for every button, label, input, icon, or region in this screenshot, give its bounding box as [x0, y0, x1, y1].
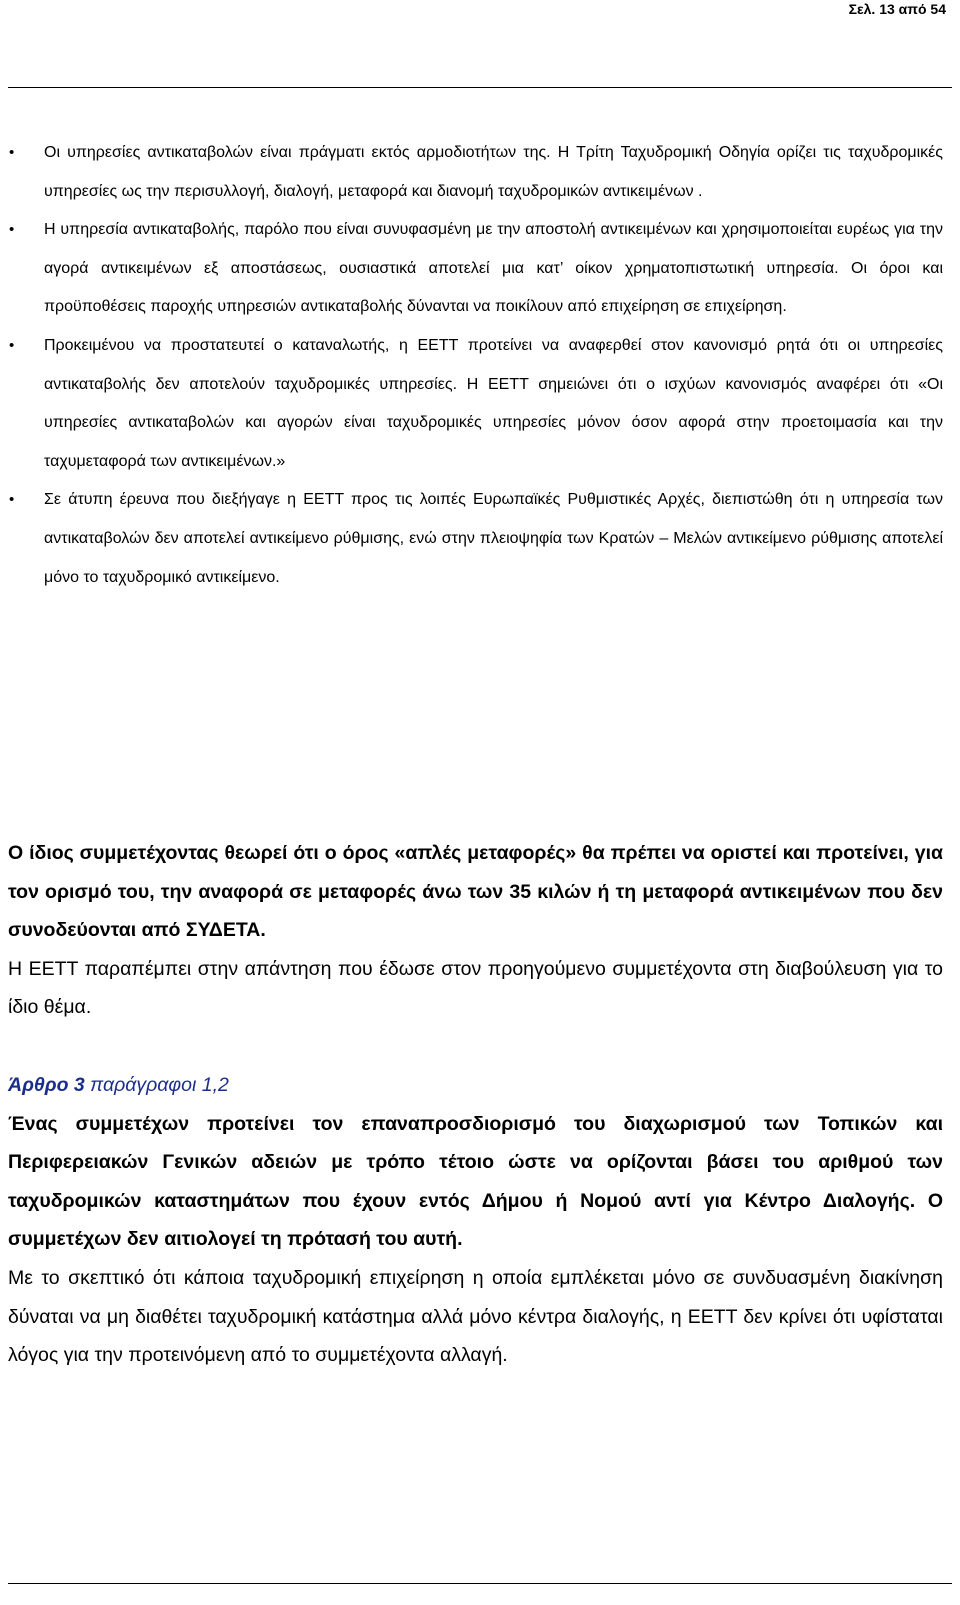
bullet-icon: • — [9, 491, 15, 509]
bullet-icon: • — [9, 221, 15, 239]
eett-response: Με το σκεπτικό ότι κάποια ταχυδρομική επιχείρηση η οποία εμπλέκεται μόνο σε συνδυασμένη διακίνηση δύναται να μη διαθέτει ταχυδρομική κατάστημα αλλά μόνο κέντρα διαλογής, η ΕΕΤΤ δεν κρίνει ότι υφίσταται λόγος για την προτεινόμενη από το συμμετέχοντα αλλαγή. — [8, 1266, 943, 1367]
bullet-list — [8, 134, 943, 597]
list-item — [8, 134, 943, 211]
bullet-icon: • — [9, 336, 15, 354]
eett-response: Η ΕΕΤΤ παραπέμπει στην απάντηση που έδωσε στον προηγούμενο συμμετέχοντα στη διαβούλευση για το ίδιο θέμα. — [8, 957, 943, 1019]
list-item-text: Οι υπηρεσίες αντικαταβολών είναι πράγματι εκτός αρμοδιοτήτων της. Η Τρίτη Ταχυδρομική Οδηγία ορίζει τις ταχυδρομικές υπηρεσίες ως την περισυλλογή, διαλογή, μεταφορά και διανομή ταχυδρομικών αντικειμένων . — [44, 144, 943, 200]
comment-block-1 — [8, 834, 943, 1027]
comment-block-2 — [8, 1066, 943, 1375]
page-number: Σελ. 13 από 54 — [848, 1, 946, 17]
list-item — [8, 327, 943, 481]
participant-comment: Ο ίδιος συμμετέχοντας θεωρεί ότι ο όρος «απλές μεταφορές» θα πρέπει να οριστεί και προτείνει, για τον ορισμό του, την αναφορά σε μεταφορές άνω των 35 κιλών ή τη μεταφορά αντικειμένων που δεν συνοδεύονται από ΣΥΔΕΤΑ. — [8, 842, 943, 942]
list-item-text: Προκειμένου να προστατευτεί ο καταναλωτής, η ΕΕΤΤ προτείνει να αναφερθεί στον κανονισμό ρητά ότι οι υπηρεσίες αντικαταβολής δεν αποτελούν ταχυδρομικές υπηρεσίες. Η ΕΕΤΤ σημειώνει ότι ο ισχύων κανονισμός αναφέρει ότι «Οι υπηρεσίες αντικαταβολών και αγορών είναι ταχυδρομικές υπηρεσίες μόνον όσον αφορά στην προετοιμασία και την ταχυμεταφορά των αντικειμένων.» — [44, 336, 943, 470]
list-item — [8, 211, 943, 327]
list-item-text: Σε άτυπη έρευνα που διεξήγαγε η ΕΕΤΤ προς τις λοιπές Ευρωπαϊκές Ρυθμιστικές Αρχές, διεπιστώθη ότι η υπηρεσία των αντικαταβολών δεν αποτελεί αντικείμενο ρύθμισης, ενώ στην πλειοψηφία των Κρατών – Μελών αντικείμενο ρύθμισης αποτελεί μόνο το ταχυδρομικό αντικείμενο. — [44, 491, 943, 586]
article-paragraphs: παράγραφοι 1,2 — [84, 1074, 229, 1096]
footer-divider — [8, 1583, 952, 1584]
header-divider — [8, 87, 952, 88]
page-header — [0, 0, 960, 20]
bullet-icon: • — [9, 144, 15, 161]
list-item — [8, 481, 943, 597]
article-heading — [8, 1066, 943, 1105]
participant-comment: Ένας συμμετέχων προτείνει τον επαναπροσδιορισμό του διαχωρισμού των Τοπικών και Περιφερειακών Γενικών αδειών με τρόπο τέτοιο ώστε να ορίζονται βάσει του αριθμού των ταχυδρομικών καταστημάτων που έχουν εντός Δήμου ή Νομού αντί για Κέντρο Διαλογής. Ο συμμετέχων δεν αιτιολογεί τη πρότασή του αυτή. — [8, 1112, 943, 1251]
list-item-text: Η υπηρεσία αντικαταβολής, παρόλο που είναι συνυφασμένη με την αποστολή αντικειμένων και χρησιμοποιείται ευρέως για την αγορά αντικειμένων εξ αποστάσεως, ουσιαστικά αποτελεί μια κατ’ οίκον χρηματοπιστωτική υπηρεσία. Οι όροι και προϋποθέσεις παροχής υπηρεσιών αντικαταβολής δύνανται να ποικίλουν από επιχείρηση σε επιχείρηση. — [44, 221, 943, 316]
article-number: Άρθρο 3 — [8, 1074, 85, 1096]
